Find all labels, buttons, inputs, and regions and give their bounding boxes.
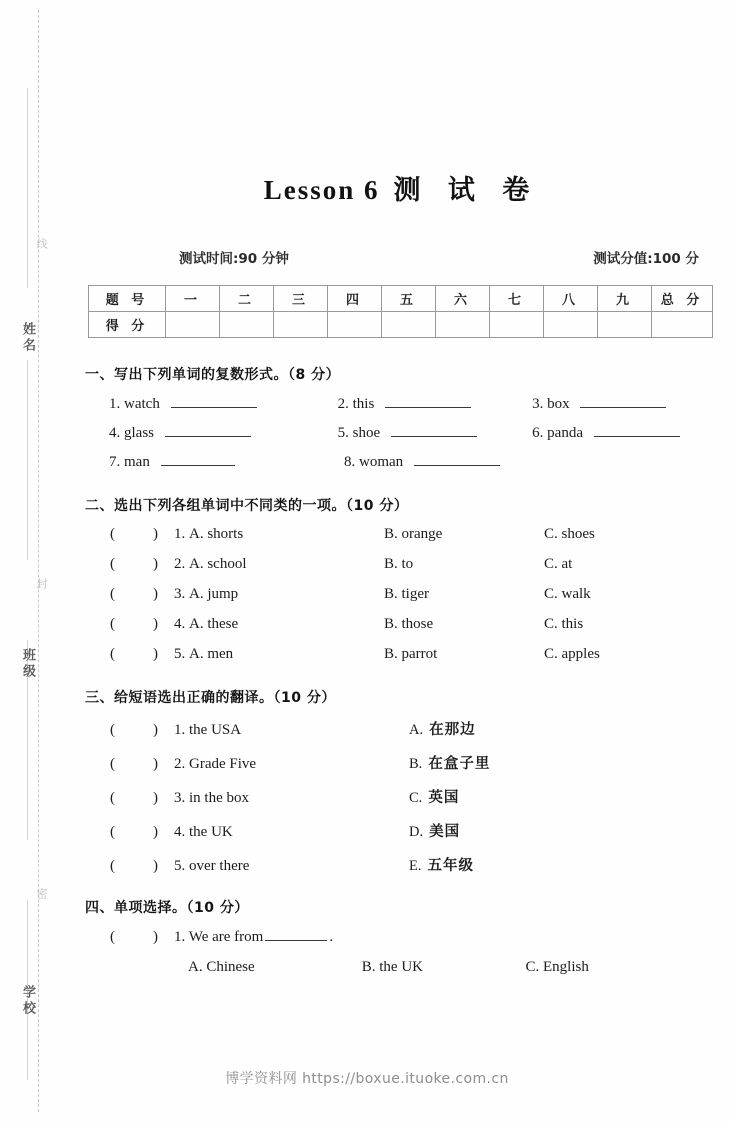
item-word: shoe (352, 425, 381, 441)
option-a[interactable]: A. jump (189, 586, 239, 602)
option-text: 在盒子里 (428, 756, 491, 772)
score-cell-q4[interactable] (328, 312, 382, 338)
score-cell-q1[interactable] (166, 312, 220, 338)
question-options-row (110, 959, 717, 976)
choice-row (110, 616, 717, 633)
score-table (88, 285, 713, 338)
fill-item-3 (532, 396, 717, 413)
score-cell-q5[interactable] (382, 312, 436, 338)
score-cell-q8[interactable] (544, 312, 598, 338)
cell-q6: 六 (436, 286, 490, 312)
sealing-solid-line-1 (27, 88, 28, 288)
option-a[interactable]: A. Chinese (188, 959, 255, 975)
fill-item-5 (338, 425, 533, 442)
item-number: 8. (344, 454, 356, 470)
option-text: 在那边 (429, 722, 476, 738)
choice-row (110, 556, 717, 573)
score-cell-q7[interactable] (490, 312, 544, 338)
score-cell-q2[interactable] (220, 312, 274, 338)
option-a[interactable]: A. school (189, 556, 247, 572)
item-phrase: over there (189, 858, 250, 874)
choice-row (110, 646, 717, 663)
option-a[interactable]: A. men (189, 646, 234, 662)
fill-item-7 (109, 454, 344, 471)
seal-word-seal: 封 (35, 578, 48, 592)
score-cell-q6[interactable] (436, 312, 490, 338)
exam-total-score: 测试分值:100 分 (593, 251, 699, 267)
fill-row (109, 454, 717, 471)
fill-row (109, 396, 717, 413)
item-word: watch (124, 396, 160, 412)
item-number: 3. (174, 586, 186, 602)
answer-bracket[interactable]: ( ) (110, 824, 158, 840)
item-phrase: Grade Five (189, 756, 257, 772)
option-text: 英国 (428, 790, 460, 806)
match-option-a[interactable] (409, 718, 476, 739)
option-text: 五年级 (427, 858, 475, 874)
title-english: Lesson 6 (263, 175, 380, 205)
section-title-4: 四、单项选择。（10 分） (85, 900, 249, 916)
score-cell-q3[interactable] (274, 312, 328, 338)
item-number: 1. (109, 396, 121, 412)
item-number: 4. (109, 425, 121, 441)
option-c[interactable]: C. apples (544, 646, 600, 662)
paper-content (85, 0, 717, 976)
option-b[interactable]: B. orange (384, 526, 443, 542)
answer-bracket[interactable]: ( ) (110, 526, 158, 542)
question-text: We are from (188, 929, 264, 945)
table-row-question-numbers (89, 286, 713, 312)
match-row (110, 820, 717, 841)
cell-q1: 一 (166, 286, 220, 312)
question-text-end: . (329, 929, 334, 945)
match-stem (174, 790, 409, 807)
fill-item-6 (532, 425, 717, 442)
item-number: 6. (532, 425, 544, 441)
choice-row (110, 526, 717, 543)
cell-q4: 四 (328, 286, 382, 312)
match-row (110, 752, 717, 773)
item-number: 2. (174, 556, 186, 572)
section-1-items (85, 396, 717, 471)
answer-blank[interactable] (171, 407, 257, 408)
match-row (110, 718, 717, 739)
option-c[interactable]: C. shoes (544, 526, 595, 542)
match-row (110, 786, 717, 807)
footer-watermark: 博学资料网 https://boxue.ituoke.com.cn (225, 1071, 509, 1087)
option-c[interactable]: C. at (544, 556, 573, 572)
match-option-c[interactable] (409, 786, 459, 807)
option-b[interactable]: B. to (384, 556, 414, 572)
answer-bracket[interactable]: ( ) (110, 756, 158, 772)
item-number: 1. (174, 929, 186, 945)
option-a[interactable]: A. shorts (189, 526, 244, 542)
margin-field-class: 班级 (20, 648, 35, 680)
answer-bracket[interactable]: ( ) (110, 556, 158, 572)
item-number: 3. (174, 790, 186, 806)
sealing-dotted-line (38, 10, 39, 1112)
cell-q5: 五 (382, 286, 436, 312)
item-number: 3. (532, 396, 544, 412)
answer-bracket[interactable]: ( ) (110, 646, 158, 662)
fill-item-2 (338, 396, 533, 413)
item-word: woman (359, 454, 404, 470)
item-number: 5. (174, 646, 186, 662)
fill-item-1 (109, 396, 338, 413)
answer-bracket[interactable]: ( ) (110, 586, 158, 602)
option-text: 美国 (429, 824, 461, 840)
item-word: man (124, 454, 150, 470)
cell-q8: 八 (544, 286, 598, 312)
match-row (110, 854, 717, 875)
answer-blank[interactable] (165, 436, 251, 437)
item-number: 4. (174, 616, 186, 632)
exam-meta (85, 247, 717, 267)
sealing-solid-line-2 (27, 360, 28, 560)
exam-duration: 测试时间:90 分钟 (179, 251, 289, 267)
item-number: 5. (337, 425, 349, 441)
option-c[interactable]: C. English (525, 959, 589, 975)
seal-word-secret: 密 (35, 888, 48, 902)
answer-bracket[interactable]: ( ) (110, 858, 158, 874)
item-number: 1. (174, 722, 186, 738)
section-title-1: 一、写出下列单词的复数形式。（8 分） (85, 367, 341, 383)
option-c[interactable]: C. this (544, 616, 584, 632)
option-label: B. (409, 756, 423, 772)
choice-row (110, 586, 717, 603)
item-word: box (547, 396, 570, 412)
item-word: this (352, 396, 375, 412)
answer-blank[interactable] (265, 940, 327, 941)
option-label: C. (409, 790, 423, 806)
option-c[interactable]: C. walk (544, 586, 591, 602)
answer-blank[interactable] (161, 465, 235, 466)
section-2-items (85, 526, 717, 663)
item-word: panda (547, 425, 583, 441)
item-number: 1. (174, 526, 186, 542)
option-b[interactable]: B. those (384, 616, 434, 632)
answer-blank[interactable] (414, 465, 500, 466)
cell-q2: 二 (220, 286, 274, 312)
answer-blank[interactable] (580, 407, 666, 408)
section-title-3: 三、给短语选出正确的翻译。（10 分） (85, 690, 336, 706)
option-a[interactable]: A. these (189, 616, 239, 632)
title-chinese: 测 试 卷 (393, 175, 539, 206)
item-number: 7. (109, 454, 121, 470)
cell-q9: 九 (598, 286, 652, 312)
option-b[interactable]: B. tiger (384, 586, 429, 602)
option-label: E. (409, 858, 422, 874)
fill-item-8 (344, 454, 544, 471)
match-stem (174, 858, 409, 875)
score-cell-total[interactable] (652, 312, 713, 338)
match-stem (174, 756, 409, 773)
item-number: 5. (174, 858, 186, 874)
seal-word-line: 线 (35, 238, 48, 252)
item-phrase: in the box (189, 790, 249, 806)
section-4-items (85, 929, 717, 976)
answer-blank[interactable] (594, 436, 680, 437)
answer-bracket[interactable]: ( ) (110, 790, 158, 806)
cell-total-label: 总 分 (652, 286, 713, 312)
match-option-b[interactable] (409, 752, 490, 773)
cell-score-label: 得 分 (89, 312, 166, 338)
item-number: 2. (174, 756, 186, 772)
match-option-e[interactable] (409, 854, 474, 875)
score-cell-q9[interactable] (598, 312, 652, 338)
match-stem (174, 824, 409, 841)
section-title-2: 二、选出下列各组单词中不同类的一项。（10 分） (85, 498, 409, 514)
cell-q3: 三 (274, 286, 328, 312)
item-word: glass (124, 425, 154, 441)
item-number: 4. (174, 824, 186, 840)
match-stem (174, 722, 409, 739)
fill-item-4 (109, 425, 338, 442)
answer-blank[interactable] (385, 407, 471, 408)
option-label: A. (409, 722, 424, 738)
answer-bracket[interactable]: ( ) (110, 929, 158, 945)
option-b[interactable]: B. the UK (361, 959, 423, 975)
match-option-d[interactable] (409, 820, 460, 841)
margin-field-name: 姓名 (20, 322, 35, 354)
question-stem-row (110, 929, 717, 946)
cell-q7: 七 (490, 286, 544, 312)
section-3-items (85, 718, 717, 875)
item-phrase: the UK (189, 824, 233, 840)
fill-row (109, 425, 717, 442)
cell-question-label: 题 号 (89, 286, 166, 312)
option-b[interactable]: B. parrot (384, 646, 438, 662)
item-phrase: the USA (189, 722, 242, 738)
answer-blank[interactable] (391, 436, 477, 437)
page-title (85, 168, 717, 207)
item-number: 2. (337, 396, 349, 412)
option-label: D. (409, 824, 424, 840)
table-row-scores (89, 312, 713, 338)
margin-field-school: 学校 (20, 985, 35, 1017)
answer-bracket[interactable]: ( ) (110, 722, 158, 738)
answer-bracket[interactable]: ( ) (110, 616, 158, 632)
